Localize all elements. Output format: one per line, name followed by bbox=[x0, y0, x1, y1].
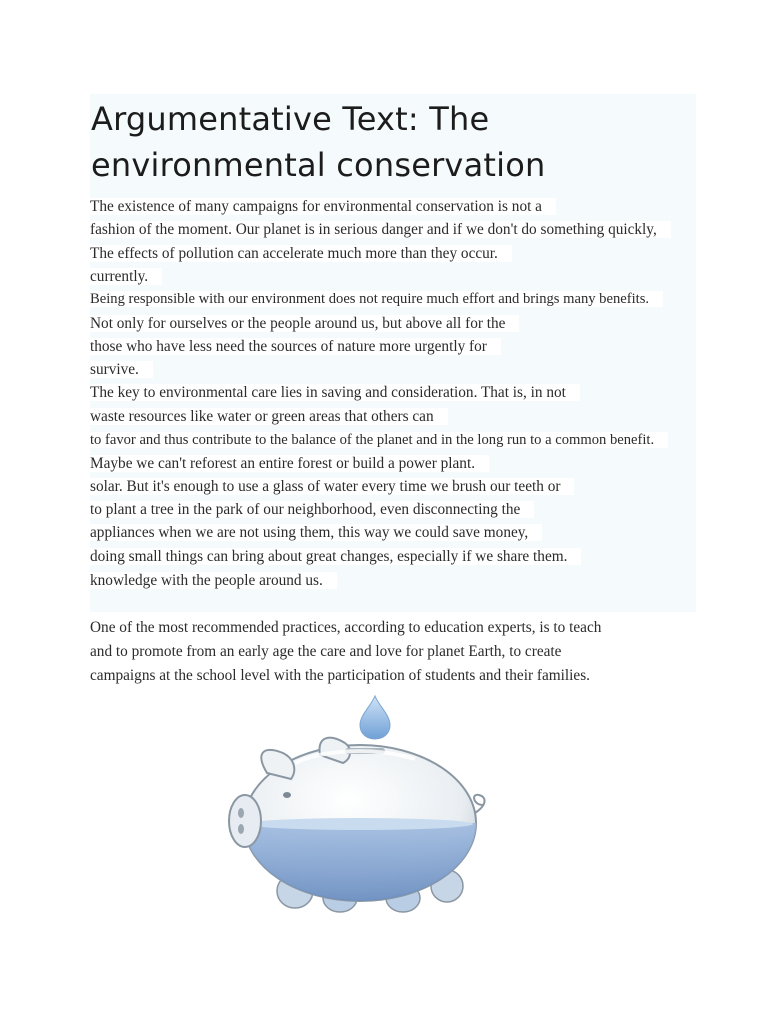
text-line: Maybe we can't reforest an entire forest or build a power plant. bbox=[90, 454, 489, 474]
text-line: to plant a tree in the park of our neighborhood, even disconnecting the bbox=[90, 500, 534, 520]
text-line: solar. But it's enough to use a glass of water every time we brush our teeth or bbox=[90, 477, 574, 497]
title-line-1: Argumentative Text: The bbox=[91, 100, 490, 138]
text-line: those who have less need the sources of nature more urgently for bbox=[90, 337, 501, 357]
page-title bbox=[91, 96, 545, 188]
text-line: The key to environmental care lies in saving and consideration. That is, in not bbox=[90, 383, 580, 403]
text-line: fashion of the moment. Our planet is in serious danger and if we don't do something quickly, bbox=[90, 220, 671, 240]
text-line: currently. bbox=[90, 267, 162, 287]
text-line: The effects of pollution can accelerate much more than they occur. bbox=[90, 244, 512, 264]
text-line: campaigns at the school level with the participation of students and their families. bbox=[90, 667, 590, 684]
text-line: to favor and thus contribute to the balance of the planet and in the long run to a common benefit. bbox=[90, 430, 668, 450]
text-line: knowledge with the people around us. bbox=[90, 571, 337, 591]
title-line-2: environmental conservation bbox=[91, 146, 546, 184]
text-line: One of the most recommended practices, according to education experts, is to teach bbox=[90, 619, 602, 636]
text-line: The existence of many campaigns for environmental conservation is not a bbox=[90, 197, 556, 217]
text-line: Not only for ourselves or the people around us, but above all for the bbox=[90, 314, 519, 334]
water-drop-icon bbox=[360, 696, 390, 739]
piggy-bank-icon bbox=[225, 693, 495, 923]
text-line: appliances when we are not using them, this way we could save money, bbox=[90, 523, 542, 543]
text-line: survive. bbox=[90, 360, 153, 380]
text-line: Being responsible with our environment does not require much effort and brings many benefits. bbox=[90, 289, 663, 309]
text-line: and to promote from an early age the care and love for planet Earth, to create bbox=[90, 643, 562, 660]
text-line: doing small things can bring about great changes, especially if we share them. bbox=[90, 547, 581, 567]
text-line: waste resources like water or green areas that others can bbox=[90, 407, 448, 427]
